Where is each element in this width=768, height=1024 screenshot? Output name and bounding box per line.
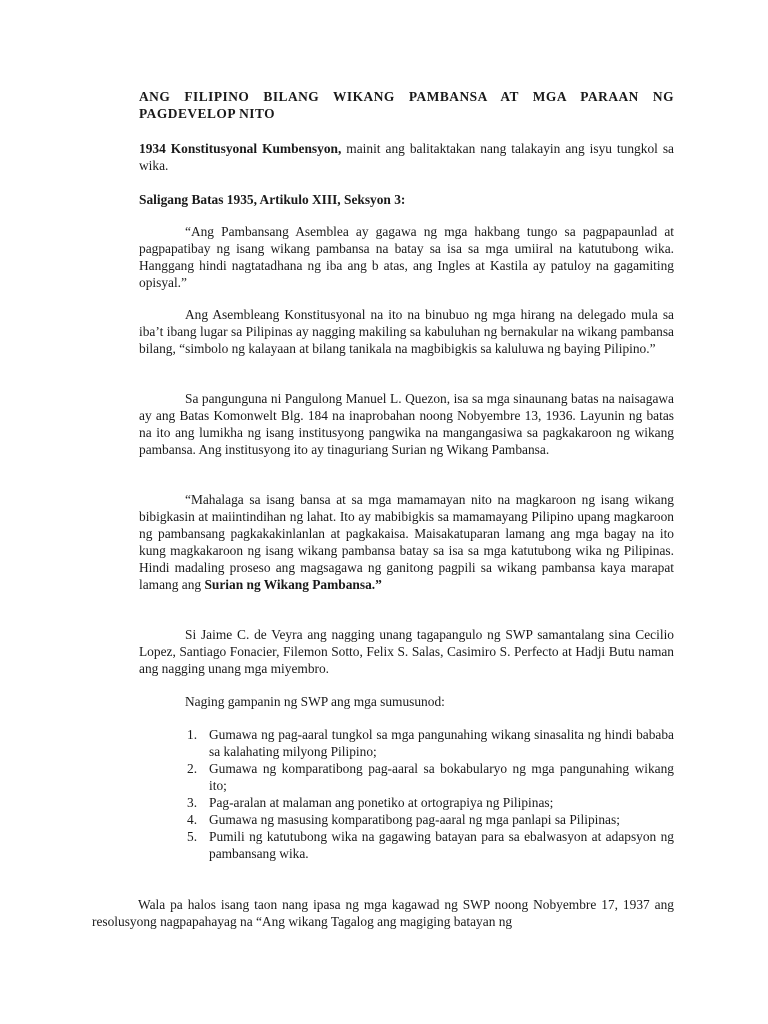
section-heading: Saligang Batas 1935, Artikulo XIII, Seksyon 3: bbox=[139, 192, 406, 207]
list-item bbox=[139, 828, 674, 862]
list-text: Gumawa ng pag-aaral tungkol sa mga pangunahing wikang sinasalita ng hindi bababa sa kalahating milyong Pilipino; bbox=[209, 727, 674, 759]
paragraph-members: Si Jaime C. de Veyra ang nagging unang tagapangulo ng SWP samantalang sina Cecilio Lopez, Santiago Fonacier, Filemon Sotto, Felix S. Salas, Casimiro S. Perfecto at Hadji Butu naman ang nagging unang mga miyembro. bbox=[139, 627, 674, 676]
list-text: Pag-aralan at malaman ang ponetiko at ortograpiya ng Pilipinas; bbox=[209, 795, 554, 810]
list-text: Pumili ng katutubong wika na gagawing batayan para sa ebalwasyon at adapsyon ng pambansang wika. bbox=[209, 829, 674, 861]
list-text: Gumawa ng komparatibong pag-aaral sa bokabularyo ng mga pangunahing wikang ito; bbox=[209, 761, 674, 793]
quote-surian-text: “Mahalaga sa isang bansa at sa mga mamamayan nito na magkaroon ng isang wikang bibigkasin at maiintindihan ng lahat. Ito ay mabibigkis sa mamamayang Pilipino upang magkaroon ng pambansang pagkakakinlanlan at pagkakaisa. Maisakatuparan lamang ang mga bagay na ito kung magkakaroon ng isang wikang pambansa batay sa isa sa mga katutubong wika ng Pilipinas. Hindi madaling proseso ang magsagawa ng ganitong pagpili sa wikang pambansa kaya marapat lamang ang bbox=[139, 492, 674, 592]
paragraph-convention bbox=[139, 140, 674, 174]
quote-constitution: “Ang Pambansang Asemblea ay gagawa ng mga hakbang tungo sa pagpapaunlad at pagpapatibay ng isang wikang pambansa na batay sa isa sa mga umiiral na katutubong wika. Hanggang hindi nagtatadhana ng iba ang b atas, ang Ingles at Kastila ay patuloy na gagamiting opisyal.” bbox=[139, 224, 674, 290]
document-title: ANG FILIPINO BILANG WIKANG PAMBANSA AT MGA PARAAN NG PAGDEVELOP NITO bbox=[139, 89, 674, 121]
list-item bbox=[139, 726, 674, 760]
list-item bbox=[139, 794, 674, 811]
list-number: 1. bbox=[187, 727, 198, 742]
quote-surian-bold: Surian ng Wikang Pambansa.” bbox=[204, 577, 382, 592]
convention-label: 1934 Konstitusyonal Kumbensyon, bbox=[139, 141, 342, 156]
list-number: 4. bbox=[187, 812, 198, 827]
paragraph-resolution: Wala pa halos isang taon nang ipasa ng mga kagawad ng SWP noong Nobyembre 17, 1937 ang resolusyong nagpapahayag na “Ang wikang Tagalog ang magiging batayan ng bbox=[92, 897, 674, 929]
list-number: 2. bbox=[187, 761, 198, 776]
list-item bbox=[139, 811, 674, 828]
quote-surian bbox=[139, 491, 674, 593]
list-number: 5. bbox=[187, 829, 198, 844]
list-text: Gumawa ng masusing komparatibong pag-aaral ng mga panlapi sa Pilipinas; bbox=[209, 812, 620, 827]
duties-list bbox=[139, 726, 674, 862]
convention-text: mainit ang balitaktakan nang talakayin ang isyu tungkol sa wika. bbox=[139, 141, 674, 173]
list-number: 3. bbox=[187, 795, 198, 810]
paragraph-quezon: Sa pangunguna ni Pangulong Manuel L. Quezon, isa sa mga sinaunang batas na naisagawa ay ang Batas Komonwelt Blg. 184 na inaprobahan noong Nobyembre 13, 1936. Layunin ng batas na ito ang lumikha ng isang institusyong pangwika na mangangasiwa sa pagkakaroon ng wikang pambansa. Ang institusyong ito ay tinaguriang Surian ng Wikang Pambansa. bbox=[139, 391, 674, 457]
list-intro: Naging gampanin ng SWP ang mga sumusunod: bbox=[185, 694, 445, 709]
paragraph-assembly: Ang Asembleang Konstitusyonal na ito na binubuo ng mga hirang na delegado mula sa iba’t ibang lugar sa Pilipinas ay nagging makiling sa kabuluhan ng bernakular na wikang pambansa bilang, “simbolo ng kalayaan at bilang tanikala na magbibigkis sa kaluluwa ng baying Pilipino.” bbox=[139, 307, 674, 356]
list-item bbox=[139, 760, 674, 794]
